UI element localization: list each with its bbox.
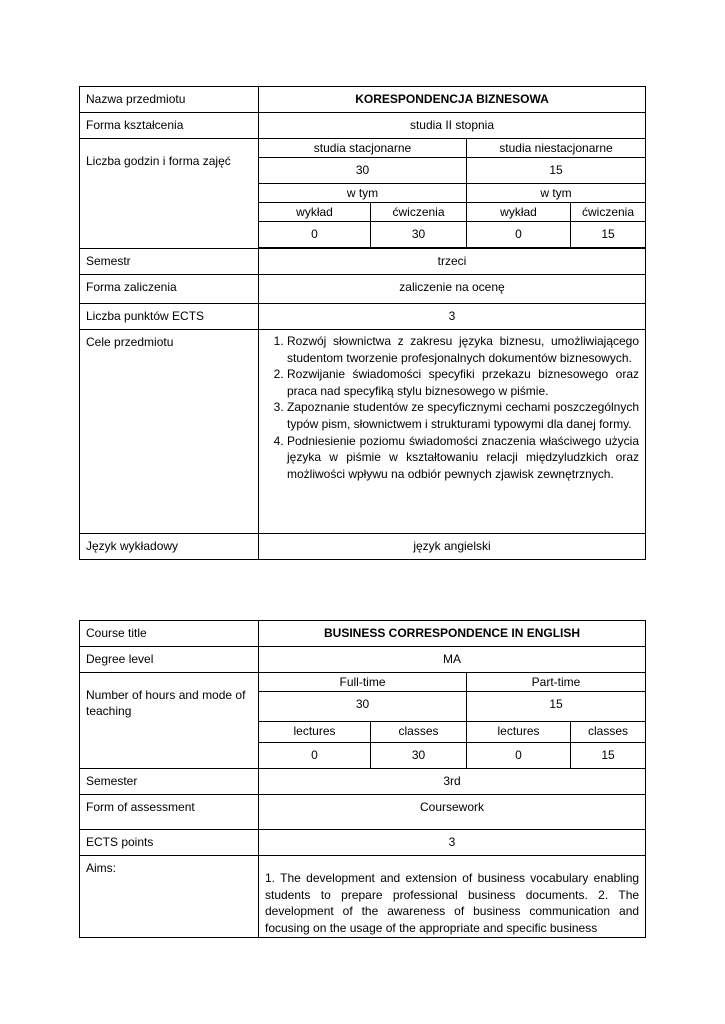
assessment-label: Forma zaliczenia bbox=[80, 275, 259, 304]
semester-label-en: Semester bbox=[80, 769, 259, 795]
ft-lectures-header-en: lectures bbox=[259, 722, 371, 743]
pt-lectures-value: 0 bbox=[467, 222, 571, 248]
part-time-header-en: Part-time bbox=[467, 673, 646, 692]
part-time-header: studia niestacjonarne bbox=[467, 139, 646, 158]
pt-classes-value-en: 15 bbox=[571, 743, 646, 769]
aims-label: Cele przedmiotu bbox=[80, 330, 259, 534]
language: język angielski bbox=[259, 534, 646, 560]
study-form: studia II stopnia bbox=[259, 113, 646, 139]
semester: trzeci bbox=[259, 249, 646, 275]
assessment-label-en: Form of assessment bbox=[80, 795, 259, 830]
aims-text-en: 1. The development and extension of business vocabulary enabling students to prepare professional business documents. 2. The development of the awareness of business communication and focusing on the usage of the appropriate and specific business bbox=[265, 871, 640, 935]
ft-classes-value-en: 30 bbox=[371, 743, 467, 769]
degree-label: Degree level bbox=[80, 647, 259, 673]
course-name-label: Nazwa przedmiotu bbox=[80, 87, 259, 113]
assessment: zaliczenie na ocenę bbox=[259, 275, 646, 304]
ects-label-en: ECTS points bbox=[80, 830, 259, 856]
aims-label-en: Aims: bbox=[80, 856, 259, 938]
pt-lecture-header: wykład bbox=[467, 203, 571, 222]
aim-item: 4. Podniesienie poziomu świadomości znaczenia właściwego użycia języka w piśmie w kształtowaniu relacji międzyludzkich oraz możliwości wpływu na odbiór pewnych zjawisk zewnętrznych. bbox=[287, 433, 639, 483]
ft-classes-header: ćwiczenia bbox=[371, 203, 467, 222]
english-course-table bbox=[79, 620, 646, 938]
ects-en: 3 bbox=[259, 830, 646, 856]
hours-label: Liczba godzin i forma zajęć bbox=[80, 139, 259, 249]
aims-list bbox=[265, 333, 639, 482]
full-time-header-en: Full-time bbox=[259, 673, 467, 692]
aim-item: 3. Zapoznanie studentów ze specyficznymi cechami poszczególnych typów pism, słownictwem i strukturami typowymi dla danej formy. bbox=[287, 399, 639, 432]
course-title: BUSINESS CORRESPONDENCE IN ENGLISH bbox=[259, 621, 646, 647]
ects-label: Liczba punktów ECTS bbox=[80, 304, 259, 330]
aim-item: 2. Rozwijanie świadomości specyfiki przekazu biznesowego oraz praca nad specyfiką stylu biznesowego w piśmie. bbox=[287, 366, 639, 399]
study-form-label: Forma kształcenia bbox=[80, 113, 259, 139]
polish-course-table bbox=[79, 86, 646, 560]
language-label: Język wykładowy bbox=[80, 534, 259, 560]
ft-classes-value: 30 bbox=[371, 222, 467, 248]
degree: MA bbox=[259, 647, 646, 673]
pt-classes-value: 15 bbox=[571, 222, 646, 248]
ft-classes-header-en: classes bbox=[371, 722, 467, 743]
pt-lectures-header-en: lectures bbox=[467, 722, 571, 743]
semester-en: 3rd bbox=[259, 769, 646, 795]
pt-lectures-value-en: 0 bbox=[467, 743, 571, 769]
ft-lectures-value-en: 0 bbox=[259, 743, 371, 769]
ft-lecture-header: wykład bbox=[259, 203, 371, 222]
full-time-header: studia stacjonarne bbox=[259, 139, 467, 158]
course-title-label: Course title bbox=[80, 621, 259, 647]
ects: 3 bbox=[259, 304, 646, 330]
part-time-including: w tym bbox=[467, 184, 646, 203]
assessment-en: Coursework bbox=[259, 795, 646, 830]
part-time-total-en: 15 bbox=[467, 692, 646, 722]
hours-label-en: Number of hours and mode of teaching bbox=[80, 673, 259, 769]
ft-lectures-value: 0 bbox=[259, 222, 371, 248]
full-time-total-en: 30 bbox=[259, 692, 467, 722]
full-time-including: w tym bbox=[259, 184, 467, 203]
pt-classes-header-en: classes bbox=[571, 722, 646, 743]
aim-item: 1. Rozwój słownictwa z zakresu języka biznesu, umożliwiającego studentom tworzenie profesjonalnych dokumentów biznesowych. bbox=[287, 333, 639, 366]
pt-classes-header: ćwiczenia bbox=[571, 203, 646, 222]
part-time-total: 15 bbox=[467, 158, 646, 184]
full-time-total: 30 bbox=[259, 158, 467, 184]
course-name: KORESPONDENCJA BIZNESOWA bbox=[259, 87, 646, 113]
semester-label: Semestr bbox=[80, 249, 259, 275]
